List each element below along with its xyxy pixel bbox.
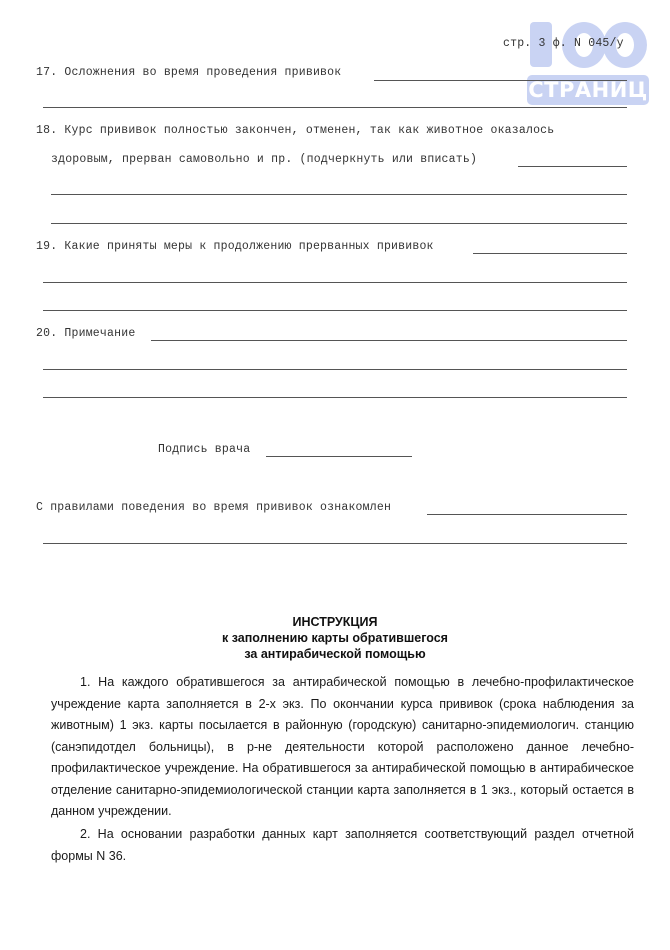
item-20-field-line-1 (151, 340, 627, 341)
watermark-logo (527, 18, 649, 108)
item-19-field-line-2 (43, 282, 627, 283)
rules-ack-label: С правилами поведения во время прививок ознакомлен (36, 501, 392, 514)
instruction-subtitle-1: к заполнению карты обратившегося (222, 631, 448, 645)
item-20-field-line-2 (43, 369, 627, 370)
instruction-subtitle-2: за антирабической помощью (244, 647, 426, 661)
rules-ack-field-line-2 (43, 543, 627, 544)
item-19-field-line-1 (473, 253, 627, 254)
item-17-field-line-2 (43, 107, 627, 108)
item-17-field-line-1 (374, 80, 627, 81)
doctor-signature-label: Подпись врача (158, 443, 251, 456)
item-20-label: 20. Примечание (36, 327, 136, 340)
item-17-label: 17. Осложнения во время проведения прививок (36, 66, 342, 79)
watermark-digits-text: 100 (587, 52, 589, 53)
item-19-field-line-3 (43, 310, 627, 311)
item-18-label: 18. Курс прививок полностью закончен, отменен, так как животное оказалось (36, 124, 555, 137)
item-20-field-line-3 (43, 397, 627, 398)
rules-ack-field-line-1 (427, 514, 627, 515)
item-18-label-cont: здоровым, прерван самовольно и пр. (подчеркнуть или вписать) (51, 153, 478, 166)
instruction-paragraph-2: 2. На основании разработки данных карт заполняется соответствующий раздел отчетной формы N 36. (51, 827, 634, 863)
item-18-field-line-1 (518, 166, 627, 167)
item-18-field-line-3 (51, 223, 627, 224)
instruction-title: ИНСТРУКЦИЯ (292, 615, 378, 629)
item-19-label: 19. Какие приняты меры к продолжению прерванных прививок (36, 240, 434, 253)
item-18-field-line-2 (51, 194, 627, 195)
doctor-signature-line (266, 456, 412, 457)
watermark-word: СТРАНИЦ (528, 78, 648, 102)
instruction-paragraph-1: 1. На каждого обратившегося за антирабической помощью в лечебно-профилактическое учреждение карта заполняется в 2-х экз. По окончании курса прививок (срока наблюдения за животным) 1 экз. карты посылается в районную (городскую) санитарно-эпидемиологич. станцию (санэпидотдел больницы), в р-не деятельности которой расположено данное лечебно-профилактическое учреждение. На обратившегося за антирабической помощью в антирабическое отделение санитарно-эпидемиологической станции карта заполняется в 1 экз., который остается в данном учреждении. (51, 675, 634, 818)
page-reference: стр. 3 ф. N 045/у (503, 37, 624, 50)
